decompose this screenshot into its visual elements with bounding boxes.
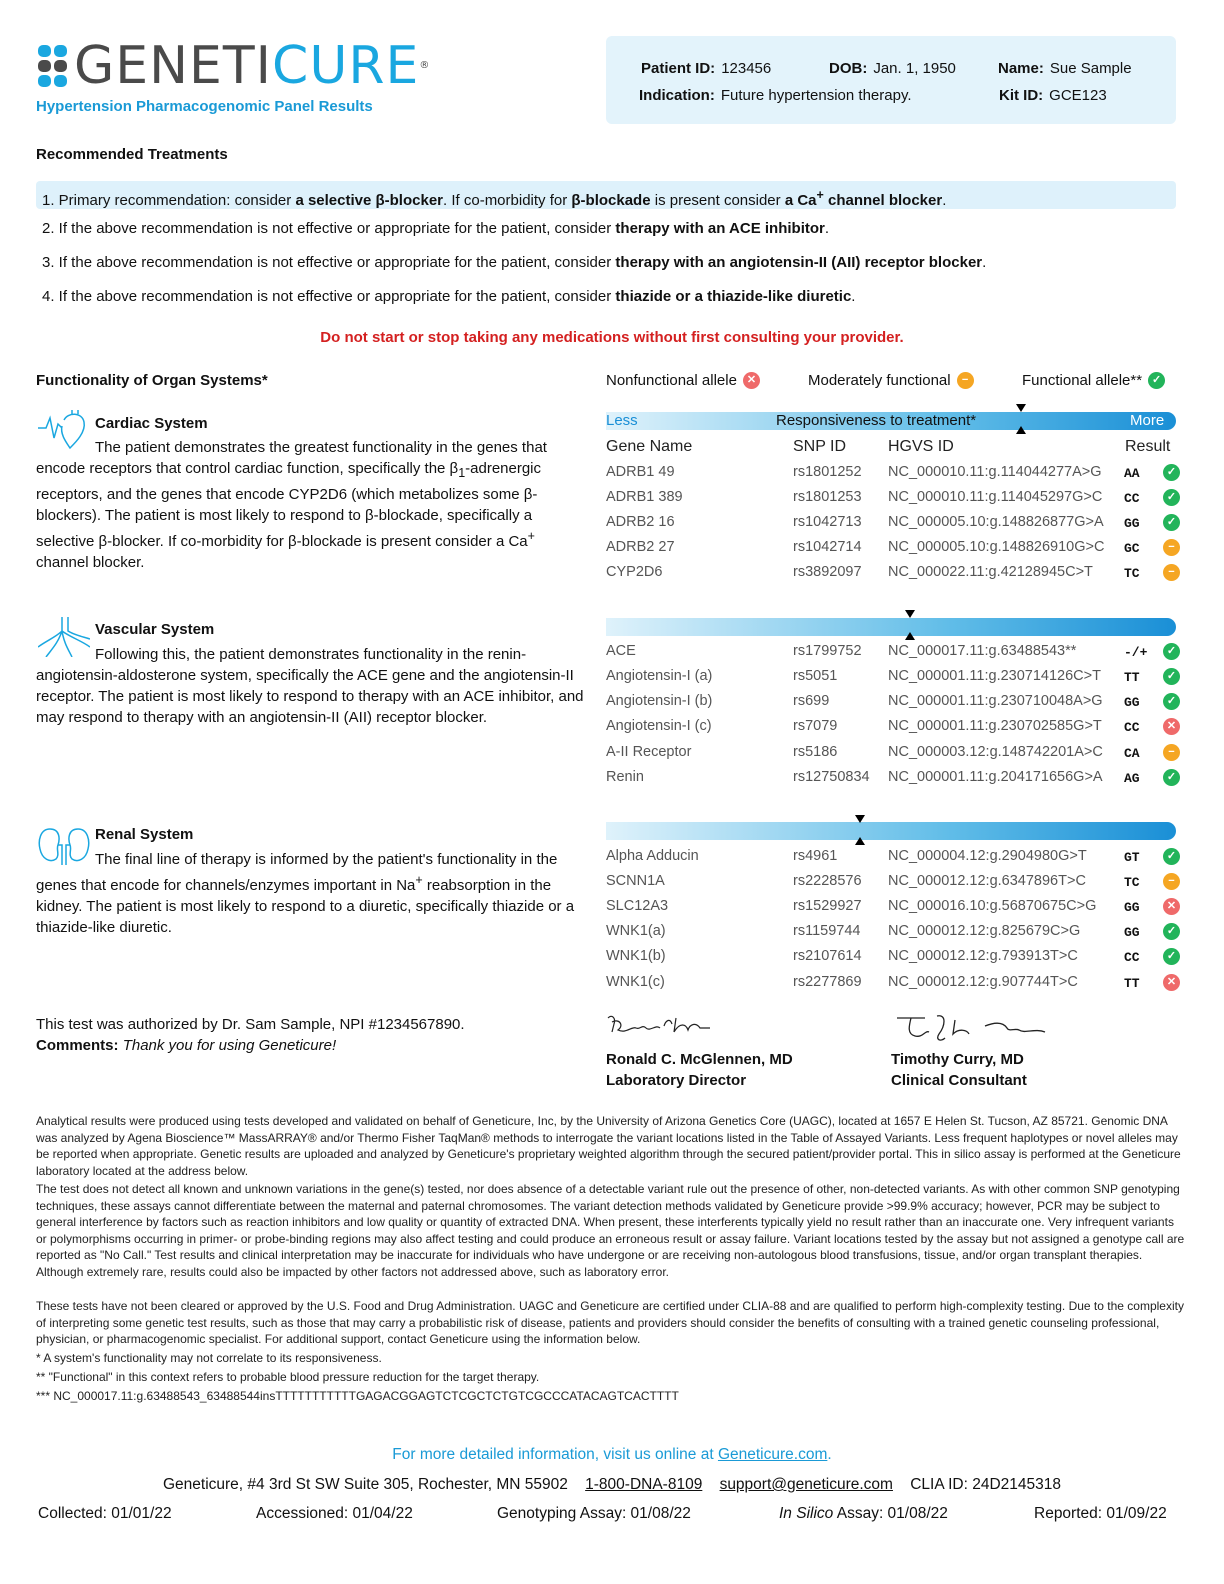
patient-info-box [606,36,1176,124]
moderate-icon: − [957,372,974,389]
header-gene: Gene Name [606,438,693,455]
nonfunctional-icon: ✕ [1163,898,1180,915]
gene-table-header [606,438,1176,458]
website-link[interactable]: Geneticure.com [717,1446,828,1463]
functional-icon: ✓ [1163,923,1180,940]
moderate-icon: − [1163,744,1180,761]
responsiveness-bar-vascular [606,618,1176,636]
vascular-description: Following this, the patient demonstrates functionality in the renin-angiotensin-aldosterone system, specifically the ACE gene and the angiotensin-II receptor. The patient is most likely to respond to therapy with an ACE inhibitor, and may respond to therapy with an angiotensin-II (AII) receptor blocker. [36,646,584,726]
phone-link[interactable]: 1-800-DNA-8109 [585,1476,703,1493]
moderate-icon: − [1163,539,1180,556]
functional-icon: ✓ [1163,514,1180,531]
recommendation-1: 1. Primary recommendation: consider a selective β-blocker. If co-morbidity for β-blockade is present consider a Ca+ channel blocker. [36,181,1176,209]
comments: Comments: Thank you for using Geneticure! [36,1037,337,1054]
table-row: Renin rs12750834 NC_000001.11:g.204171656G>A AG ✓ [606,769,1176,794]
header-snp: SNP ID [793,438,847,455]
reported-date: Reported: 01/09/22 [1034,1505,1167,1522]
vascular-title: Vascular System [95,621,215,638]
patient-kit-id: Kit ID: GCE123 [999,87,1107,104]
email-link[interactable]: support@geneticure.com [719,1476,893,1493]
table-row: SLC12A3 rs1529927 NC_000016.10:g.56870675C>G GG ✕ [606,898,1176,923]
medication-warning: Do not start or stop taking any medications without first consulting your provider. [320,329,904,346]
recommendation-4: 4. If the above recommendation is not effective or appropriate for the patient, consider thiazide or a thiazide-like diuretic. [42,288,856,305]
patient-indication: Indication: Future hypertension therapy. [639,87,912,104]
disclaimer-2: The test does not detect all known and unknown variations in the gene(s) tested, nor does absence of a detectable variant rule out the presence of other, non-detected variants. As with other common SNP genotyping techniques, these assays cannot differentiate between the maternal and paternal chromosomes. The variant detection methods validated by Geneticure provide >99.9% accuracy; however, PCR may be subject to general interference by factors such as reaction inhibitors and low quality or quantity of extracted DNA. When present, these interferents typically yield no result rather than an inaccurate one. Very infrequent variants or polymorphisms occurring in primer- or probe-binding regions may also affect testing and could produce an erroneous result or assay failure. Variant locations tested by the assay but not assigned a genotype call are reported as "No Call." Test results and clinical interpretation may be inaccurate for individuals who have undergone or are receiving non-autologous blood transfusions, tissue, and/or organ transplant therapies. Although extremely rare, results could also be impacted by other factors not addressed above, such as laboratory error. [36,1182,1185,1279]
table-row: Angiotensin-I (a) rs5051 NC_000001.11:g.230714126C>T TT ✓ [606,668,1176,693]
report-subtitle: Hypertension Pharmacogenomic Panel Results [36,98,373,115]
renal-marker-bottom [855,837,865,845]
recommendation-2: 2. If the above recommendation is not effective or appropriate for the patient, consider therapy with an ACE inhibitor. [42,220,830,237]
cardiac-marker-top [1016,404,1026,412]
patient-name: Name: Sue Sample [998,60,1132,77]
cardiac-title: Cardiac System [95,415,208,432]
vascular-marker-bottom [905,632,915,640]
table-row: ADRB1 389 rs1801253 NC_000010.11:g.114045297G>C CC ✓ [606,489,1176,514]
accessioned-date: Accessioned: 01/04/22 [256,1505,413,1522]
legend-nonfunctional: Nonfunctional allele ✕ [606,372,760,389]
more-info-line: For more detailed information, visit us online at Geneticure.com. [392,1446,832,1463]
functional-icon: ✓ [1163,643,1180,660]
functional-icon: ✓ [1163,464,1180,481]
patient-dob: DOB: Jan. 1, 1950 [829,60,956,77]
table-row: Angiotensin-I (b) rs699 NC_000001.11:g.230710048A>G GG ✓ [606,693,1176,718]
nonfunctional-icon: ✕ [743,372,760,389]
footnote-2: ** "Functional" in this context refers to probable blood pressure reduction for the target therapy. [36,1370,540,1384]
genotyping-date: Genotyping Assay: 01/08/22 [497,1505,691,1522]
collected-date: Collected: 01/01/22 [38,1505,172,1522]
table-row: Angiotensin-I (c) rs7079 NC_000001.11:g.230702585G>T CC ✕ [606,718,1176,743]
signature-curry [895,1010,1065,1046]
table-row: Alpha Adducin rs4961 NC_000004.12:g.2904980G>T GT ✓ [606,848,1176,873]
renal-title: Renal System [95,826,194,843]
disclaimer-1: Analytical results were produced using tests developed and validated on behalf of Geneticure, Inc, by the University of Arizona Genetics Core (UAGC), located at 1657 E Helen St. Tucson, AZ 85721. Genomic DNA was analyzed by Agena Bioscience™ MassARRAY® and/or Thermo Fisher TaqMan® methods to interrogate the variant locations listed in the Table of Assayed Variants. Less frequent haplotypes or novel alleles may be reported when appropriate. Genetic results are uploaded and analyzed by Geneticure's proprietary weighted algorithm through the secured patient/provider portal. This in silico assay is performed at the Geneticure laboratory located at the address below. [36,1114,1181,1178]
legend-moderate: Moderately functional − [808,372,974,389]
renal-marker-top [855,815,865,823]
brand-logo: GENETICURE® [74,36,431,96]
functional-icon: ✓ [1163,668,1180,685]
signatory-1: Ronald C. McGlennen, MD Laboratory Director [606,1051,793,1089]
table-row: WNK1(c) rs2277869 NC_000012.12:g.907744T>C TT ✕ [606,974,1176,999]
vascular-marker-top [905,610,915,618]
signatory-2: Timothy Curry, MD Clinical Consultant [891,1051,1027,1089]
functional-icon: ✓ [1163,948,1180,965]
functional-icon: ✓ [1163,489,1180,506]
functional-icon: ✓ [1163,769,1180,786]
table-row: ACE rs1799752 NC_000017.11:g.63488543** -/+ ✓ [606,643,1176,668]
contact-line: Geneticure, #4 3rd St SW Suite 305, Rochester, MN 55902 1-800-DNA-8109 support@geneticure.com CLIA ID: 24D2145318 [162,1476,1062,1493]
table-row: WNK1(b) rs2107614 NC_000012.12:g.793913T>C CC ✓ [606,948,1176,973]
nonfunctional-icon: ✕ [1163,718,1180,735]
cardiac-description: The patient demonstrates the greatest functionality in the genes that encode receptors that control cardiac function, specifically the $\beta_1$-adrenergic receptors, and the genes that encode CYP2D6 (which metabolizes some β-blockers). The patient is most likely to respond to β-blockade, specifically a selective β-blocker. If co-morbidity for β-blockade is present consider a Ca+ channel blocker. [36,439,547,571]
bar-title-label: Responsiveness to treatment* [776,412,977,429]
functional-icon: ✓ [1163,848,1180,865]
table-row: ADRB1 49 rs1801252 NC_000010.11:g.114044277A>G AA ✓ [606,464,1176,489]
table-row: ADRB2 16 rs1042713 NC_000005.10:g.148826877G>A GG ✓ [606,514,1176,539]
functional-icon: ✓ [1163,693,1180,710]
geneticure-logo-icon [38,45,68,87]
renal-description: The final line of therapy is informed by the patient's functionality in the genes that encode for channels/enzymes important in Na+ reabsorption in the kidney. The patient is most likely to respond to a diuretic, specifically thiazide or a thiazide-like diuretic. [36,851,575,936]
header-result: Result [1125,438,1171,455]
moderate-icon: − [1163,564,1180,581]
table-row: CYP2D6 rs3892097 NC_000022.11:g.42128945C>T TC − [606,564,1176,589]
bar-more-label: More [1130,412,1165,429]
authorization-text: This test was authorized by Dr. Sam Sample, NPI #1234567890. [36,1016,465,1033]
table-row: A-II Receptor rs5186 NC_000003.12:g.148742201A>C CA − [606,744,1176,769]
legend-functional: Functional allele** ✓ [1022,372,1165,389]
recommendation-3: 3. If the above recommendation is not effective or appropriate for the patient, consider therapy with an angiotensin-II (AII) receptor blocker. [42,254,987,271]
footnote-1: * A system's functionality may not correlate to its responsiveness. [36,1351,382,1365]
signature-mcglennen [606,1010,716,1040]
functional-icon: ✓ [1148,372,1165,389]
table-row: WNK1(a) rs1159744 NC_000012.12:g.825679C>G GG ✓ [606,923,1176,948]
table-row: SCNN1A rs2228576 NC_000012.12:g.6347896T>C TC − [606,873,1176,898]
nonfunctional-icon: ✕ [1163,974,1180,991]
patient-id: Patient ID: 123456 [641,60,772,77]
cardiac-marker-bottom [1016,426,1026,434]
table-row: ADRB2 27 rs1042714 NC_000005.10:g.148826910G>C GC − [606,539,1176,564]
bar-less-label: Less [606,412,638,429]
insilico-date: In Silico Assay: 01/08/22 [779,1505,948,1522]
disclaimer-3: These tests have not been cleared or approved by the U.S. Food and Drug Administration. UAGC and Geneticure are certified under CLIA-88 and are qualified to perform high-complexity testing. Due to the complexity of interpreting some genetic test results, such as those that may carry a probabilistic risk of disease, patients and providers should consider the benefits of consulting with a trained genetic counseling professional, physician, or pharmacogenomic specialist. For additional support, contact Geneticure using the information below. [36,1299,1184,1346]
responsiveness-bar-renal [606,822,1176,840]
footnote-3: *** NC_000017.11:g.63488543_63488544insTTTTTTTTTTTGAGACGGAGTCTCGCTCTGTCGCCCATACAGTCACTTTT [36,1389,679,1403]
recommended-treatments-title: Recommended Treatments [36,146,228,163]
moderate-icon: − [1163,873,1180,890]
functionality-title: Functionality of Organ Systems* [36,372,268,389]
header-hgvs: HGVS ID [888,438,954,455]
